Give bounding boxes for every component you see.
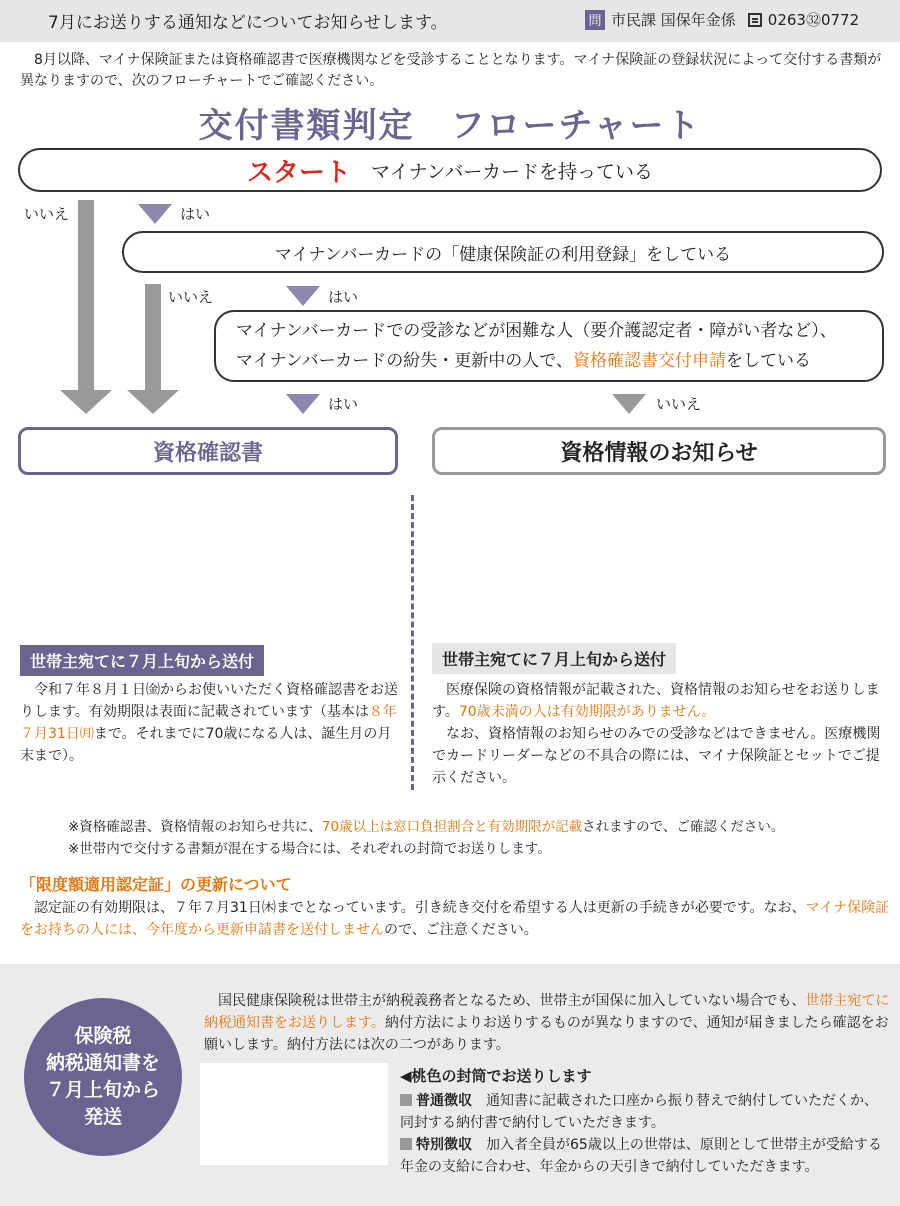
no-arrow-head-2 [127, 390, 179, 414]
question-difficulty-line1: マイナンバーカードでの受診などが困難な人（要介護認定者・障がい者など）、 [236, 321, 837, 341]
question-difficulty-line2: マイナンバーカードの紛失・更新中の人で、資格確認書交付申請をしている [236, 351, 811, 371]
yes-arrow-3 [286, 394, 320, 414]
note-1: ※資格確認書、資格情報のお知らせ共に、70歳以上は窓口負担割合と有効期限が記載されますので、ご確認ください。 [68, 819, 785, 835]
result-qualification-notice: 資格情報のお知らせ [432, 427, 886, 475]
contact-phone: 0263㉜0772 [767, 11, 860, 29]
intro-paragraph: 8月以降、マイナ保険証または資格確認書で医療機関などを受診することとなります。マイナ保険証の登録状況によって交付する書類が異なりますので、次のフローチャートでご確認ください。 [20, 52, 882, 89]
column-divider [411, 495, 414, 790]
no-arrow-head-1 [60, 390, 112, 414]
phone-icon [748, 13, 762, 27]
no-label-3: いいえ [656, 395, 702, 413]
start-label: スタート [247, 157, 352, 188]
yes-label-1: はい [180, 205, 211, 223]
method-ordinary: 普通徴収 通知書に記載された口座から振り替えで納付していただくか、同封する納付書で納付していただきます。 [400, 1093, 878, 1131]
inquiry-badge: 問 [585, 10, 605, 30]
flowchart-title: 交付書類判定 フローチャート [198, 106, 702, 146]
yes-label-2: はい [328, 288, 359, 306]
no-label-1: いいえ [24, 205, 70, 223]
tax-intro: 国民健康保険税は世帯主が納税義務者となるため、世帯主が国保に加入していない場合でも、世帯主宛てに納税通知書をお送りします。納付方法によりお送りするものが異なりますので、通知が届きましたら確認をお願いします。納付方法には次の二つがあります。 [204, 993, 890, 1053]
page-title: 7月にお送りする通知などについてお知らせします。 [48, 13, 448, 33]
no-arrow-3 [612, 394, 646, 414]
right-send-tag: 世帯主宛てに７月上旬から送付 [432, 643, 676, 674]
yes-arrow-2 [286, 286, 320, 306]
notes [68, 816, 898, 860]
bullet-square-icon [400, 1138, 412, 1150]
question-difficulty-box [214, 310, 884, 382]
question-registration-box: マイナンバーカードの「健康保険証の利用登録」をしている [122, 231, 884, 273]
bullet-square-icon [400, 1094, 412, 1106]
result-qualification-certificate: 資格確認書 [18, 427, 398, 475]
peach-envelope-heading: ◀桃色の封筒でお送りします [400, 1067, 592, 1085]
left-send-tag: 世帯主宛てに７月上旬から送付 [20, 645, 264, 676]
yes-label-3: はい [328, 395, 359, 413]
contact-department: 市民課 国保年金係 [611, 11, 736, 29]
limit-certificate-body: 認定証の有効期限は、７年７月31日㈭までとなっています。引き続き交付を希望する人は更新の手続きが必要です。なお、マイナ保険証をお持ちの人には、今年度から更新申請書を送付しませんので、ご注意ください。 [20, 900, 890, 938]
limit-certificate-title: 「限度額適用認定証」の更新について [20, 875, 292, 894]
question-has-card: マイナンバーカードを持っている [371, 160, 653, 183]
note-2: ※世帯内で交付する書類が混在する場合には、それぞれの封筒でお送りします。 [68, 841, 551, 857]
start-question-box [18, 148, 882, 192]
right-description: 医療保険の資格情報が記載された、資格情報のお知らせをお送りします。70歳未満の人は有効期限がありません。 なお、資格情報のお知らせのみでの受診などはできません。医療機関でカードリーダーなどの不具合の際には、マイナ保険証とセットでご提示ください。 [432, 682, 881, 786]
method-special: 特別徴収 加入者全員が65歳以上の世帯は、原則として世帯主が受給する年金の支給に合わせ、年金からの天引きで納付していただきます。 [400, 1137, 882, 1175]
left-description: 令和７年８月１日㈮からお使いいただく資格確認書をお送りします。有効期限は表面に記載されています（基本は８年７月31日㈪まで。それまでに70歳になる人は、誕生月の月末まで）。 [20, 682, 398, 764]
no-arrow-shaft-2 [145, 284, 161, 392]
envelope-image-placeholder [200, 1063, 388, 1165]
tax-notice-badge: 保険税 納税通知書を ７月上旬から 発送 [24, 998, 182, 1156]
no-arrow-shaft-1 [78, 200, 94, 392]
no-label-2: いいえ [168, 288, 214, 306]
yes-arrow-1 [138, 204, 172, 224]
contact-info [585, 9, 859, 30]
